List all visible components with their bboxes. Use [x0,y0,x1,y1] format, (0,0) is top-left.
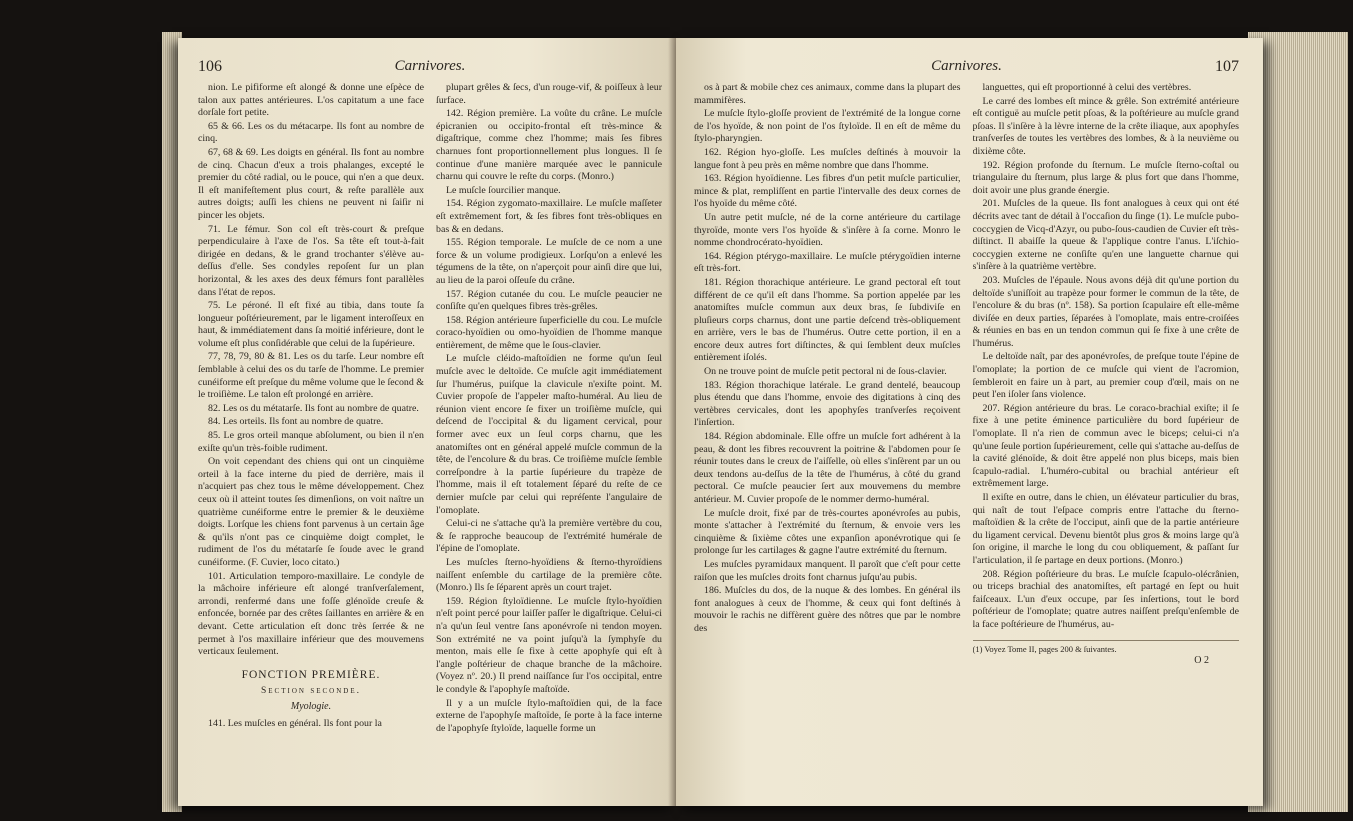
paragraph: 84. Les orteils. Ils font au nombre de quatre. [208,416,384,428]
right-page-header [694,58,1239,82]
paragraph: Il y a un muſcle ſtylo-maſtoïdien qui, de la face externe de l'apophyſe maſtoïde, ſe porte à la face interne de l'apophyſe ſtyloïde, laquelle forme un [436,697,662,734]
paragraph: 142. Région première. La voûte du crâne. Le muſcle épicranien ou occipito-frontal eſt très-mince & digaſtrique, comme chez l'homme; mais ſes fibres charnues font proportionnellement plus longues. Il ſe continue d'une manière marquée avec le pannicule charnu qui couvre le reſte du corps. (Monro.) [436,108,662,183]
paragraph: 67, 68 & 69. Les doigts en général. Ils font au nombre de cinq. Chacun d'eux a trois phalanges, excepté le premier du côté radial, ou le pouce, qui n'en a que deux. Il eſt manifeſtement plus court, & reſte parallèle aux autres doigts; auſſi les chiens ne peuvent ni ſaiſir ni pincer les objets. [198,146,424,221]
paragraph: 164. Région ptérygo-maxillaire. Le muſcle ptérygoïdien interne eſt très-fort. [694,250,961,275]
paragraph: languettes, qui eſt proportionné à celui des vertèbres. [982,82,1192,93]
right-page [676,38,1263,806]
paragraph: Le deltoïde naît, par des aponévroſes, de preſque toute l'épine de l'omoplate; la portion de ce muſcle qui vient de l'acromion, ſembleroit en faire un à part, au premier coup d'œil, mais on ne peut l'en iſoler ſans violence. [972,351,1239,401]
paragraph: plupart grêles & ſecs, d'un rouge-vif, & poiſſeux à leur ſurface. [436,82,662,106]
paragraph: 183. Région thorachique latérale. Le grand dentelé, beaucoup plus étendu que dans l'homme, envoie des digitations à cinq des vertèbres cervicales, dont les apophyſes tranſverſes reçoivent l'inſertion. [694,379,961,429]
paragraph: 157. Région cutanée du cou. Le muſcle peaucier ne conſiſte qu'en quelques fibres très-grêles. [436,288,662,313]
paragraph: os à part & mobile chez ces animaux, comme dans la plupart des mammifères. [694,82,961,106]
paragraph: Le muſcle cléido-maſtoïdien ne forme qu'un ſeul muſcle avec le deltoïde. Ce muſcle agit immédiatement ſur l'humérus, puiſque la clavicule n'exiſte point. M. Cuvier propoſe de l'appeler maſto-huméral. Au lieu de réunion vient encore ſe fixer un troiſième muſcle, qui deſcend de l'occipital & du ligament cervical, pour former avec eux un ſeul corps charnu, que les anatomiſtes ont en général appelé muſcle commun de la tête, de l'encolure & du bras. Ce troiſième muſcle ſemble correſpondre à la partie ſupérieure du trapèze de l'homme, mais il eſt totalement ſéparé du reſte de ce dernier muſcle par celui qui repréſente l'angulaire de l'omoplate. [436,353,662,516]
right-page-column-2 [973,82,1240,802]
paragraph: 203. Muſcles de l'épaule. Nous avons déjà dit qu'une portion du deltoïde s'uniſſoit au trapèze pour former le commun de la tête, de l'encolure & du bras (nº. 158). Sa portion ſcapulaire eſt elle-même diviſée en deux parties, ſéparées à l'omoplate, mais entre-croiſées & réunies en bas en un tendon commun qui ſe fixe à une crête de l'humérus. [972,274,1239,349]
open-book [178,10,1263,810]
paragraph: Un autre petit muſcle, né de la corne antérieure du cartilage thyroïde, monte vers l'os hyoïde & s'inſère à ſa corne. Monro le nomme chondrocérato-hyoïdien. [694,211,961,249]
paragraph: 158. Région antérieure ſuperficielle du cou. Le muſcle coraco-hyoïdien ou omo-hyoïdien de l'homme manque entièrement, de même que le ſous-clavier. [436,314,662,351]
paragraph: 163. Région hyoïdienne. Les fibres d'un petit muſcle particulier, mince & plat, rempliſſent en partie l'intervalle des deux cornes de l'os hyoïde du même côté. [694,173,961,210]
paragraph: 181. Région thorachique antérieure. Le grand pectoral eſt tout différent de ce qu'il eſt dans l'homme. Sa portion appelée par les anatomiſtes muſcle commun aux deux bras, ſe ſubdiviſe en pluſieurs corps charnus, dont une partie deſcend très-obliquement en arrière, vers le bas de l'humérus. Outre cette portion, il en a encore deux autres fort diſtinctes, & qui ſemblent deux muſcles entièrement iſolés. [694,276,961,364]
paragraph: Les muſcles ſterno-hyoïdiens & ſterno-thyroïdiens naiſſent enſemble du cartilage de la première côte. (Monro.) Ils ſe ſéparent après un court trajet. [436,556,662,594]
paragraph: Le muſcle droit, fixé par de très-courtes aponévroſes au pubis, monte s'attacher à l'extrémité du ſternum, & envoie vers les cinquième & ſixième côtes une expanſion aponévrotique qui ſe prolonge ſur les cartilages & gagne l'autre extrémité du ſternum. [694,507,961,557]
paragraph: 65 & 66. Les os du métacarpe. Ils font au nombre de cinq. [198,120,424,145]
signature-mark: O 2 [1194,655,1209,667]
paragraph: 201. Muſcles de la queue. Ils font analogues à ceux qui ont été décrits avec tant de détail à l'occaſion du ſinge (1). Le muſcle pubo-coccygien de Vicq-d'Azyr, ou pubo-ſous-caudien de Cuvier eſt très-diſtinct. Il abaiſſe la queue & l'applique contre l'anus. L'iſchio-coccygien externe ne conſiſte qu'en une languette charnue qui s'inſère à la quatrième vertèbre. [972,198,1239,273]
section-subtitle: Section seconde. [261,686,361,697]
section-topic: Myologie. [290,700,332,712]
paragraph: 71. Le fémur. Son col eſt très-court & preſque perpendiculaire à l'axe de l'os. Sa tête eſt tout-à-fait dirigée en dedans, & le grand trochanter s'élève au-deſſus d'elle. Ses condyles repoſent ſur un plan horizontal, & les axes des deux fémurs font parallèles dans l'état de repos. [198,223,424,298]
right-page-edges [1248,32,1348,812]
paragraph: Il exiſte en outre, dans le chien, un élévateur particulier du bras, qui naît de tout l'eſpace compris entre l'attache du ſterno-maſtoïdien & la crête de l'occiput, ainſi que de la partie antérieure du ligament cervical. Devenu bientôt plus gros & moins large qu'à ſon origine, il marche le long du cou obliquement, & paſſant ſur l'articulation, il ſe partage en deux portions. (Monro.) [972,492,1239,566]
paragraph: 159. Région ſtyloïdienne. Le muſcle ſtylo-hyoïdien n'eſt point percé pour laiſſer paſſer le digaſtrique. Celui-ci n'a qu'un ſeul ventre ſans aponévroſe ni tendon moyen. Son extrémité ne va point juſqu'à la ſymphyſe du menton, mais elle ſe fixe à cette apophyſe qui eſt à l'angle poſtérieur de chaque branche de la mâchoire. (Voyez nº. 20.) Il prend naiſſance ſur l'os occipital, entre le condyle & l'apophyſe maſtoïde. [436,595,662,695]
paragraph: 141. Les muſcles en général. Ils font pour la [208,717,382,729]
running-head-right: Carnivores. [931,58,1002,74]
paragraph: On voit cependant des chiens qui ont un cinquième orteil à la face interne du pied de derrière, mais il n'acquiert pas chez tous le même développement. Chez ceux où il atteint toutes ſes dimenſions, on voit naître un quatrième cunéiforme entre le premier & le deuxième doigts. Lorſque les chiens font parvenus à un certain âge & qu'ils n'ont pas ce cinquième doigt complet, le rudiment de l'os du métatarſe ſe ſoude avec le grand cunéiforme. (F. Cuvier, loco citato.) [198,456,424,568]
paragraph: On ne trouve point de muſcle petit pectoral ni de ſous-clavier. [704,366,947,378]
left-page-header [198,58,662,82]
right-page-column-1 [694,82,961,802]
left-page-column-2 [436,82,662,802]
paragraph: 186. Muſcles du dos, de la nuque & des lombes. En général ils font analogues à ceux de l'homme, & ceux qui font deſtinés à mouvoir le rachis ne diffèrent guère des nôtres que par le nombre des [694,585,961,634]
paragraph: 85. Le gros orteil manque abſolument, ou bien il n'en exiſte qu'un très-foible rudiment. [198,430,424,454]
paragraph: Les muſcles pyramidaux manquent. Il paroît que c'eſt pour cette raiſon que les muſcles droits font charnus juſqu'au pubis. [694,558,961,583]
paragraph: Le muſcle ſtylo-gloſſe provient de l'extrémité de la longue corne de l'os hyoïde, & non point de l'os ſtyloïde. Il en eſt de même du ſtylo-pharyngien. [694,108,961,145]
paragraph: 207. Région antérieure du bras. Le coraco-brachial exiſte; il ſe fixe à une petite éminence particulière du bord ſupérieur de l'omoplate. Il n'a rien de commun avec le biceps; celui-ci n'a qu'une ſeule portion ſupérieurement, celle qui s'attache au-deſſus de la cavité glénoïde, & doit être appelé non plus biceps, mais bien ſcapulo-radial. L'huméro-cubital ou brachial antérieur eſt extrêmement large. [972,402,1239,490]
paragraph: 184. Région abdominale. Elle offre un muſcle fort adhérent à la peau, & dont les fibres recouvrent la poitrine & l'abdomen pour ſe réunir toutes dans le creux de l'aiſſelle, où elles s'inſèrent par un ou deux tendons au-deſſus de la tête de l'humérus, à côté du grand pectoral. Ce muſcle peaucier ſert aux mouvemens du membre antérieur. M. Cuvier propoſe de le nommer dermo-huméral. [694,431,961,505]
left-page [178,38,676,806]
footnote: (1) Voyez Tome II, pages 200 & ſuivantes. [973,640,1240,656]
paragraph: 82. Les os du métatarſe. Ils font au nombre de quatre. [208,402,419,414]
paragraph: 208. Région poſtérieure du bras. Le muſcle ſcapulo-olécrânien, ou triceps brachial des anatomiſtes, eſt partagé en ſept ou huit faiſceaux. L'un d'eux occupe, par ſes inſertions, tout le bord poſtérieur de l'omoplate; quatre autres naiſſent preſqu'enſemble de la face poſtérieure de l'humérus, au- [972,568,1239,630]
paragraph: 75. Le péroné. Il eſt fixé au tibia, dans toute ſa longueur poſtérieurement, par le ligament interoſſeux en haut, & immédiatement dans ſa moitié inférieure, dont le volume eſt plus conſidérable que celui de la ſupérieure. [198,300,424,349]
paragraph: 162. Région hyo-gloſſe. Les muſcles deſtinés à mouvoir la langue font à peu près en même nombre que dans l'homme. [694,146,961,171]
paragraph: 154. Région zygomato-maxillaire. Le muſcle maſſeter eſt extrêmement fort, & ſes fibres font très-obliques en bas & en dedans. [436,198,662,235]
paragraph: Le carré des lombes eſt mince & grêle. Son extrémité antérieure eſt contiguë au muſcle petit pſoas, & la poſtérieure au muſcle grand pſoas. Il s'inſère à la lèvre interne de la crête iliaque, aux apophyſes tranſverſes de toutes les vertèbres des lombes, & à la neuvième ou dixième côte. [972,95,1239,157]
section-title: FONCTION PREMIÈRE. [241,668,381,681]
paragraph: 192. Région profonde du ſternum. Le muſcle ſterno-coſtal ou triangulaire du ſternum, plus large & plus fort que dans l'homme, doit avoir une plus grande énergie. [972,159,1239,196]
paragraph: nion. Le pififorme eſt alongé & donne une eſpèce de talon aux pattes antérieures. L'os capitatum a une face dorſale fort petite. [198,82,424,119]
page-number-right: 107 [1215,58,1239,75]
paragraph: 155. Région temporale. Le muſcle de ce nom a une force & un volume prodigieux. Lorſqu'on a enlevé les tégumens de la tête, on n'aperçoit pour ainſi dire que lui, au lieu de la paroi oſſeuſe du crâne. [436,237,662,286]
paragraph: 77, 78, 79, 80 & 81. Les os du tarſe. Leur nombre eſt ſemblable à celui des os du tarſe de l'homme. Le premier cunéiforme eſt preſque du même volume que le ſecond & le troiſième. Le talon eſt prolongé en arrière. [198,351,424,401]
page-number-left: 106 [198,58,222,75]
paragraph: Celui-ci ne s'attache qu'à la première vertèbre du cou, & ſe rapproche beaucoup de l'extrémité humérale de l'épine de l'omoplate. [436,518,662,555]
paragraph: Le muſcle ſourcilier manque. [446,184,561,196]
paragraph: 101. Articulation temporo-maxillaire. Le condyle de la mâchoire inférieure eſt alongé tranſverſalement, arrondi, renfermé dans une foſſe glénoïde creuſe & enfoncée, bornée par des crêtes ſaillantes en arrière & en devant. Cette articulation eſt donc très ſerrée & ne permet à l'os maxillaire inférieur que des mouvemens verticaux ſeulement. [198,570,424,658]
left-page-column-1 [198,82,424,802]
running-head-left: Carnivores. [394,58,466,74]
